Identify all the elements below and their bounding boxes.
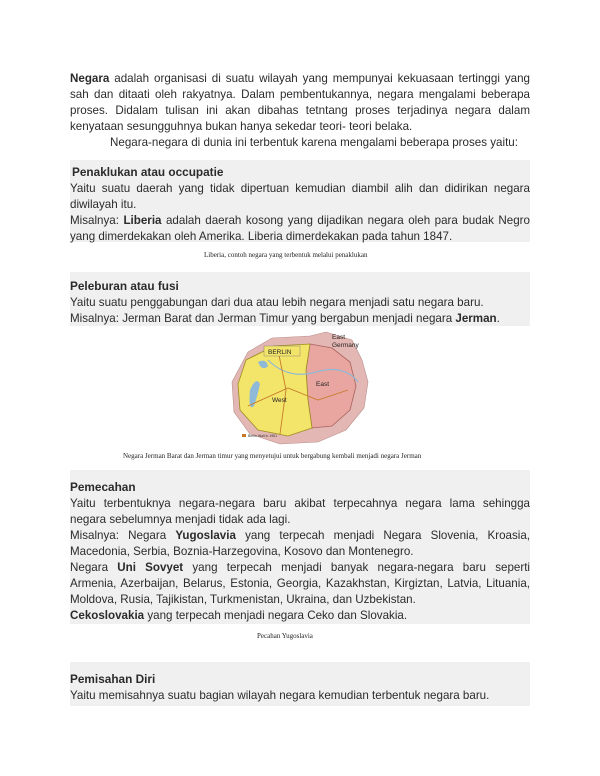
pemisahan-line-1: Yaitu memisahnya suatu bagian wilayah negara kemudian terbentuk negara baru. bbox=[70, 689, 490, 702]
map-label-berlin: BERLIN bbox=[268, 349, 292, 356]
intro-line-5: Negara-negara di dunia ini terbentuk karena mengalami beberapa proses yaitu: bbox=[110, 136, 518, 149]
penaklukan-line-4: yang dimerdekakan oleh Amerika. Liberia dimerdekakan pada tahun 1847. bbox=[70, 230, 453, 243]
map-legend: Berlin Wall in 1961 bbox=[248, 434, 278, 438]
map-label-east-germany-2: Germany bbox=[332, 342, 359, 349]
pemecahan-line-3: Misalnya: Negara Yugoslavia yang terpecah menjadi Negara Slovenia, Kroasia, bbox=[70, 529, 531, 542]
penaklukan-line-3: Misalnya: Liberia adalah daerah kosong yang dijadikan negara oleh para budak Negro bbox=[70, 214, 530, 227]
berlin-map-image bbox=[228, 330, 370, 446]
intro-line-4: kenyataan sesungguhnya bukan hanya sekedar teori- teori belaka. bbox=[70, 120, 413, 133]
pemecahan-line-7: Moldova, Rusia, Tajikistan, Turkmenistan, Ukraina, dan Uzbekistan. bbox=[70, 593, 416, 606]
peleburan-line-1: Yaitu suatu penggabungan dari dua atau lebih negara menjadi satu negara baru. bbox=[70, 296, 484, 309]
pemecahan-line-2: negara sebelumnya menjadi tidak ada lagi. bbox=[70, 513, 291, 526]
peleburan-line-2: Misalnya: Jerman Barat dan Jerman Timur yang bergabun menjadi negara Jerman. bbox=[70, 312, 500, 325]
pemecahan-line-8: Cekoslovakia yang terpecah menjadi negara Ceko dan Slovakia. bbox=[70, 609, 408, 622]
pemecahan-line-6: Armenia, Azerbaijan, Belarus, Estonia, Georgia, Kazakhstan, Kirgiztan, Latvia, Lituania, bbox=[70, 577, 530, 590]
penaklukan-line-1: Yaitu suatu daerah yang tidak dipertuan kemudian diambil alih dan didirikan negara bbox=[70, 182, 530, 195]
heading-peleburan: Peleburan atau fusi bbox=[70, 279, 179, 293]
pemecahan-line-4: Macedonia, Serbia, Boznia-Harzegovina, Kosovo dan Montenegro. bbox=[70, 545, 414, 558]
intro-line-1: Negara adalah organisasi di suatu wilayah yang mempunyai kekuasaan tertinggi yang bbox=[70, 72, 530, 85]
intro-line-2: sah dan ditaati oleh rakyatnya. Dalam pembentukannya, negara mengalami beberapa bbox=[70, 88, 530, 101]
map-label-west: West bbox=[272, 397, 287, 404]
heading-pemisahan: Pemisahan Diri bbox=[70, 672, 156, 686]
intro-bold-negara: Negara bbox=[70, 72, 110, 85]
caption-yugoslavia: Pecahan Yugoslavia bbox=[257, 632, 313, 640]
heading-pemecahan: Pemecahan bbox=[70, 480, 136, 494]
pemecahan-line-5: Negara Uni Sovyet yang terpecah menjadi banyak negara-negara baru seperti bbox=[70, 561, 531, 574]
pemecahan-line-1: Yaitu terbentuknya negara-negara baru akibat terpecahnya negara lama sehingga bbox=[70, 497, 530, 510]
heading-penaklukan: Penaklukan atau occupatie bbox=[72, 165, 224, 179]
caption-jerman: Negara Jerman Barat dan Jerman timur yang menyetujui untuk bergabung kembali menjadi negara Jerman bbox=[123, 452, 422, 460]
caption-liberia: Liberia, contoh negara yang terbentuk melalui penaklukan bbox=[204, 251, 368, 259]
berlin-map bbox=[228, 330, 370, 446]
intro-line-3: proses. Didalam tulisan ini akan dibahas tetntang proses terjadinya negara dalam bbox=[70, 104, 530, 117]
map-label-east: East bbox=[316, 381, 330, 388]
penaklukan-line-2: diwilayah itu. bbox=[70, 198, 137, 211]
map-label-east-germany-1: East bbox=[332, 334, 346, 341]
